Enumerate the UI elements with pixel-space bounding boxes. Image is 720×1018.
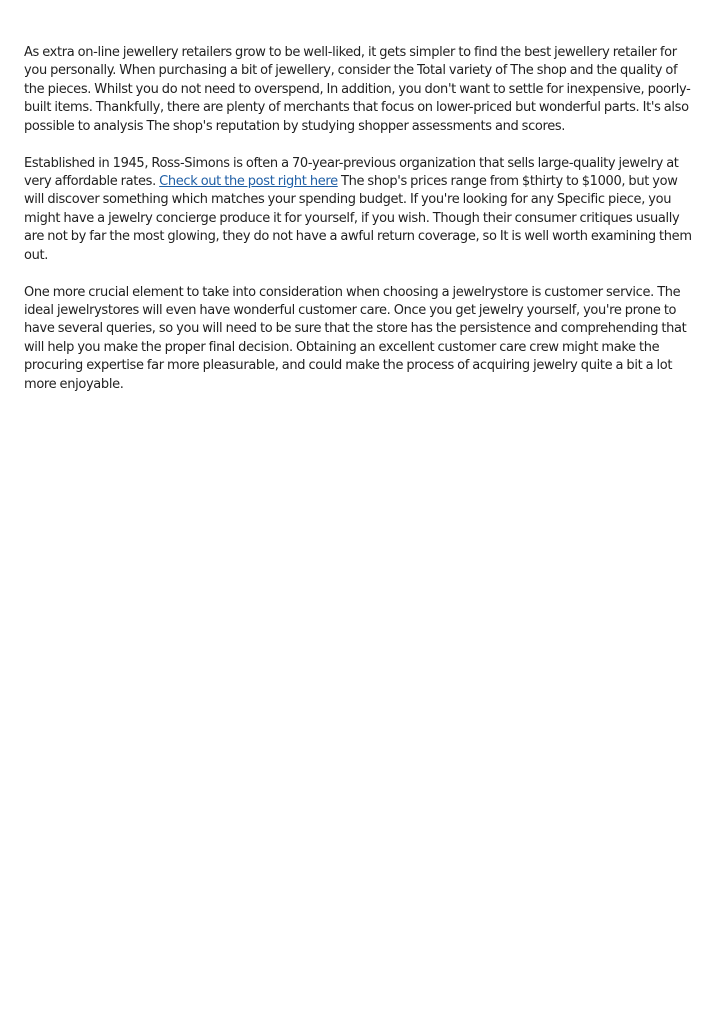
- document-body: [24, 44, 700, 413]
- paragraph-text-after-link: The shop's prices range from $thirty to $1000, but yow will discover something which matches your spending budget. If you're looking for any Specific piece, you might have a jewelry concierge produce it for yourself, if you wish. Though their consumer critiques usually are not by far the most glowing, they do not have a awful return coverage, so It is well worth examining them out.: [24, 174, 692, 263]
- paragraph-text-before-link: Established in 1945, Ross-Simons is often a 70-year-previous organization that sells large-quality jewelry at very affordable rates.: [24, 155, 679, 190]
- paragraph-intro: As extra on-line jewellery retailers grow to be well-liked, it gets simpler to find the best jewellery retailer for you personally. When purchasing a bit of jewellery, consider the Total variety of The shop and the quality of the pieces. Whilst you do not need to overspend, In addition, you don't want to settle for inexpensive, poorly-built items. Thankfully, there are plenty of merchants that focus on lower-priced but wonderful parts. It's also possible to analysis The shop's reputation by studying shopper assessments and scores.: [24, 45, 691, 134]
- check-out-post-link[interactable]: Check out the post right here: [159, 174, 338, 190]
- paragraph-customer-service: One more crucial element to take into consideration when choosing a jewelrystore is customer service. The ideal jewelrystores will even have wonderful customer care. Once you get jewelry yourself, you're prone to have several queries, so you will need to be sure that the store has the persistence and comprehending that will help you make the proper final decision. Obtaining an excellent customer care crew might make the procuring expertise far more pleasurable, and could make the process of acquiring jewelry quite a bit a lot more enjoyable.: [24, 284, 687, 392]
- paragraph-ross-simons: [24, 155, 700, 265]
